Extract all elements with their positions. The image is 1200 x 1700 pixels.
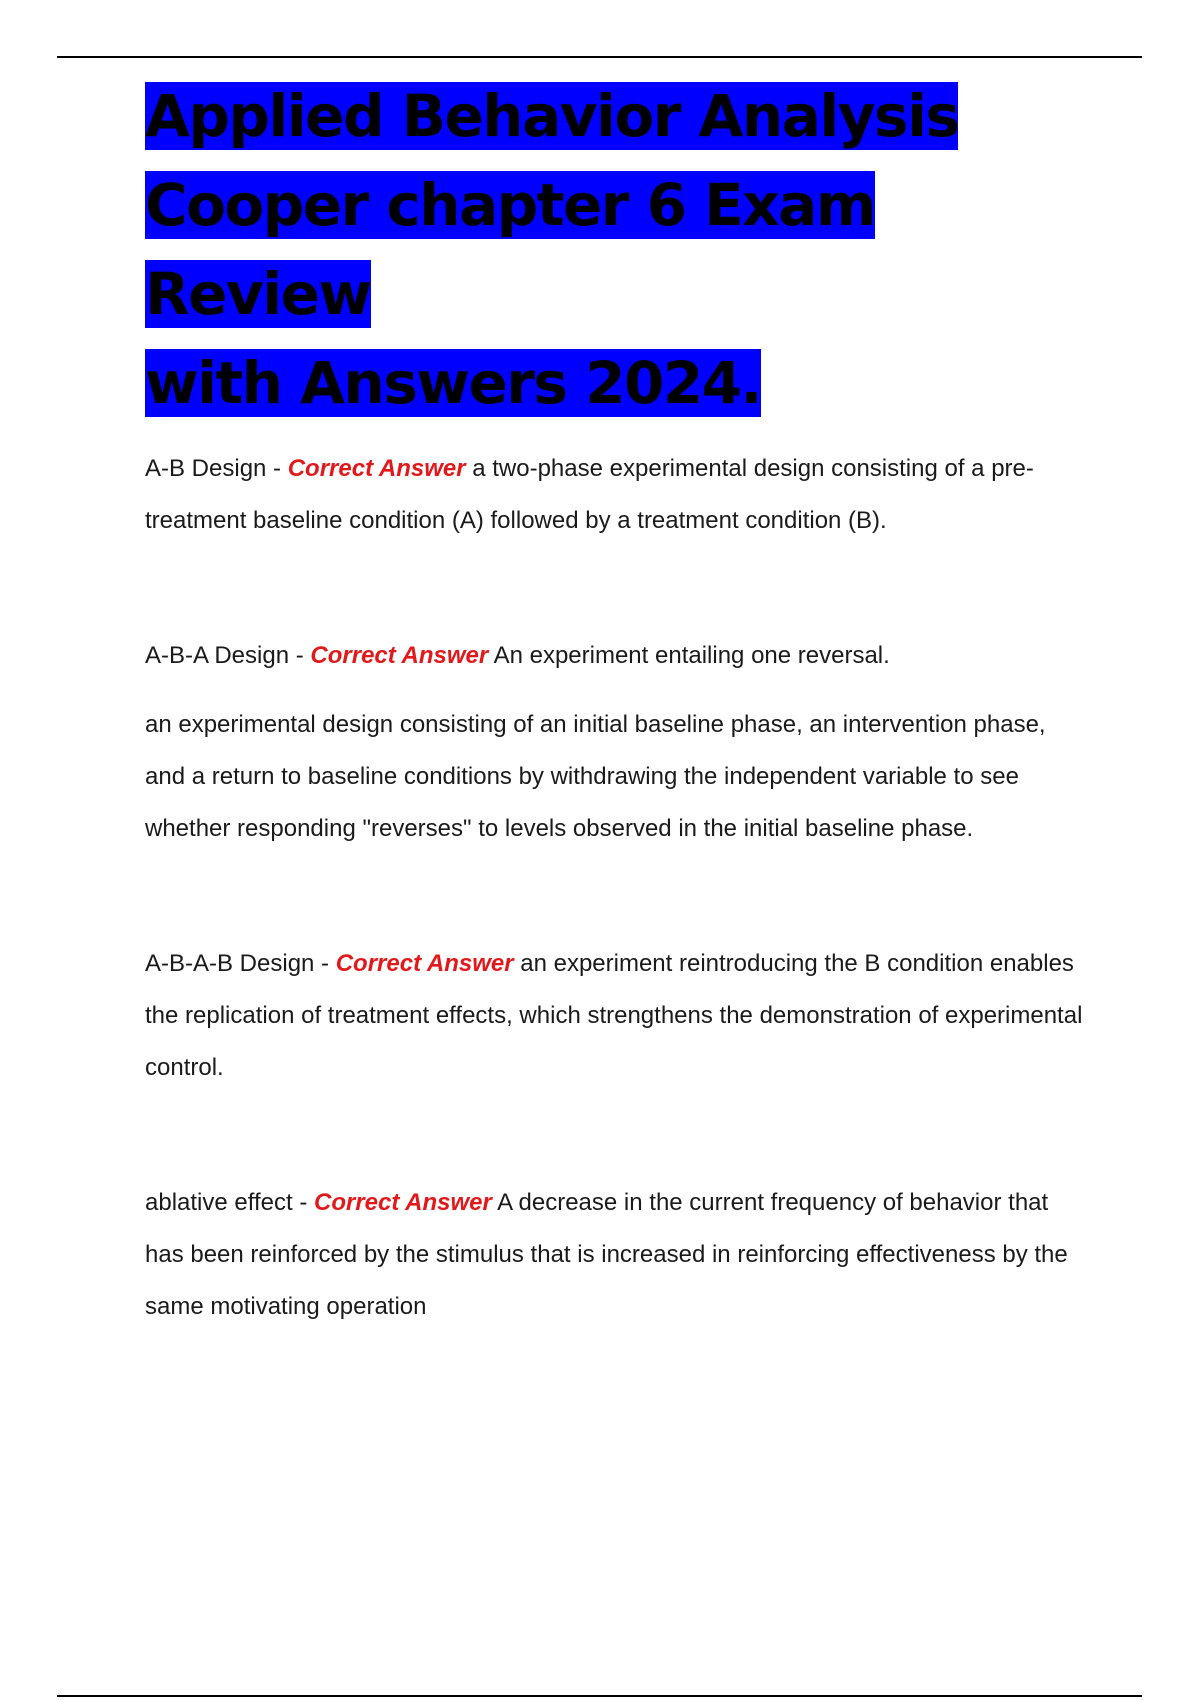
correct-answer-label: Correct Answer <box>313 1189 492 1216</box>
entry-ablative-effect <box>145 1177 1090 1333</box>
entry-definition: an experiment reintroducing the B condition enables the replication of treatment effects, which strengthens the demonstration of experimental control. <box>145 950 1083 1081</box>
document-body <box>145 72 1090 1333</box>
entry-ab-design <box>145 443 1090 547</box>
correct-answer-label: Correct Answer <box>335 950 514 977</box>
entry-aba-design <box>145 630 1090 682</box>
entry-aba-design-extra: an experimental design consisting of an initial baseline phase, an intervention phase, and a return to baseline conditions by withdrawing the independent variable to see whether responding "reverses" to levels observed in the initial baseline phase. <box>145 711 1046 842</box>
entry-definition: A decrease in the current frequency of behavior that has been reinforced by the stimulus that is increased in reinforcing effectiveness by the same motivating operation <box>145 1189 1068 1320</box>
bottom-rule <box>57 1695 1142 1697</box>
entry-term: ablative effect - <box>145 1189 314 1216</box>
entry-definition: An experiment entailing one reversal. <box>488 642 890 669</box>
entry-term: A-B-A Design - <box>145 642 311 669</box>
entry-term: A-B-A-B Design - <box>145 950 336 977</box>
entry-abab-design <box>145 938 1090 1094</box>
top-rule <box>57 56 1142 58</box>
document-title <box>145 72 1090 428</box>
correct-answer-label: Correct Answer <box>287 455 466 482</box>
entry-definition: a two-phase experimental design consisting of a pre-treatment baseline condition (A) followed by a treatment condition (B). <box>145 455 1034 534</box>
title-line-1: Applied Behavior Analysis <box>145 82 959 150</box>
title-line-3: with Answers 2024. <box>145 349 762 417</box>
correct-answer-label: Correct Answer <box>310 642 489 669</box>
entry-term: A-B Design - <box>145 455 288 482</box>
title-line-2: Cooper chapter 6 Exam Review <box>145 171 875 328</box>
